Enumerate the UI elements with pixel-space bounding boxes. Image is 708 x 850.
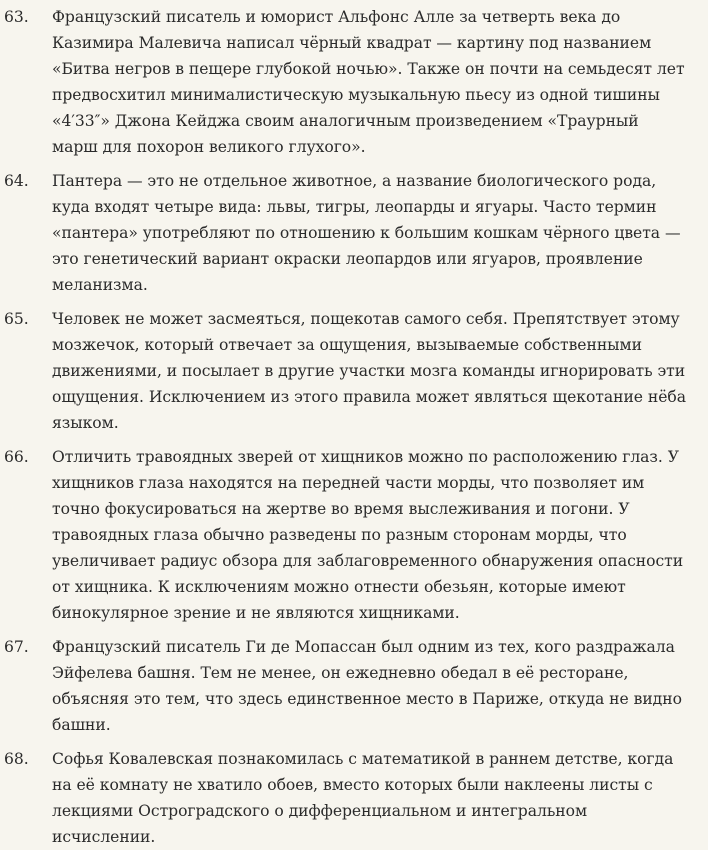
item-text: Человек не может засмеяться, пощекотав самого себя. Препятствует этому мозжечок, который отвечает за ощущения, вызываемые собственными движениями, и посылает в другие участки мозга команды игнорировать эти ощущения. Исключением из этого правила может являться щекотание нёба языком. — [52, 310, 686, 432]
item-text: Пантера — это не отдельное животное, а название биологического рода, куда входят четыре вида: львы, тигры, леопарды и ягуары. Часто термин «пантера» употребляют по отношению к большим кошкам чёрного цвета — это генетический вариант окраски леопардов или ягуаров, проявление меланизма. — [52, 172, 681, 294]
item-text: Французский писатель Ги де Мопассан был одним из тех, кого раздражала Эйфелева башня. Тем не менее, он ежедневно обедал в её ресторане, объясняя это тем, что здесь единственное место в Париже, откуда не видно башни. — [52, 638, 682, 734]
facts-list — [0, 4, 686, 850]
list-item — [0, 444, 686, 626]
item-text: Софья Ковалевская познакомилась с математикой в раннем детстве, когда на её комнату не хватило обоев, вместо которых были наклеены листы с лекциями Остроградского о дифференциальном и интегральном исчислении. — [52, 750, 674, 846]
item-number: 67. — [4, 638, 29, 656]
item-number: 68. — [4, 750, 29, 768]
item-number: 64. — [4, 172, 29, 190]
list-item — [0, 168, 686, 298]
list-item — [0, 4, 686, 160]
item-number: 65. — [4, 310, 29, 328]
item-number: 63. — [4, 8, 29, 26]
item-text: Отличить травоядных зверей от хищников можно по расположению глаз. У хищников глаза находятся на передней части морды, что позволяет им точно фокусироваться на жертве во время выслеживания и погони. У травоядных глаза обычно разведены по разным сторонам морды, что увеличивает радиус обзора для заблаговременного обнаружения опасности от хищника. К исключениям можно отнести обезьян, которые имеют бинокулярное зрение и не являются хищниками. — [52, 448, 684, 622]
item-number: 66. — [4, 448, 29, 466]
list-item — [0, 306, 686, 436]
list-item — [0, 634, 686, 738]
list-item — [0, 746, 686, 850]
item-text: Французский писатель и юморист Альфонс Алле за четверть века до Казимира Малевича написал чёрный квадрат — картину под названием «Битва негров в пещере глубокой ночью». Также он почти на семьдесят лет предвосхитил минималистическую музыкальную пьесу из одной тишины «4′33″» Джона Кейджа своим аналогичным произведением «Траурный марш для похорон великого глухого». — [52, 8, 685, 156]
